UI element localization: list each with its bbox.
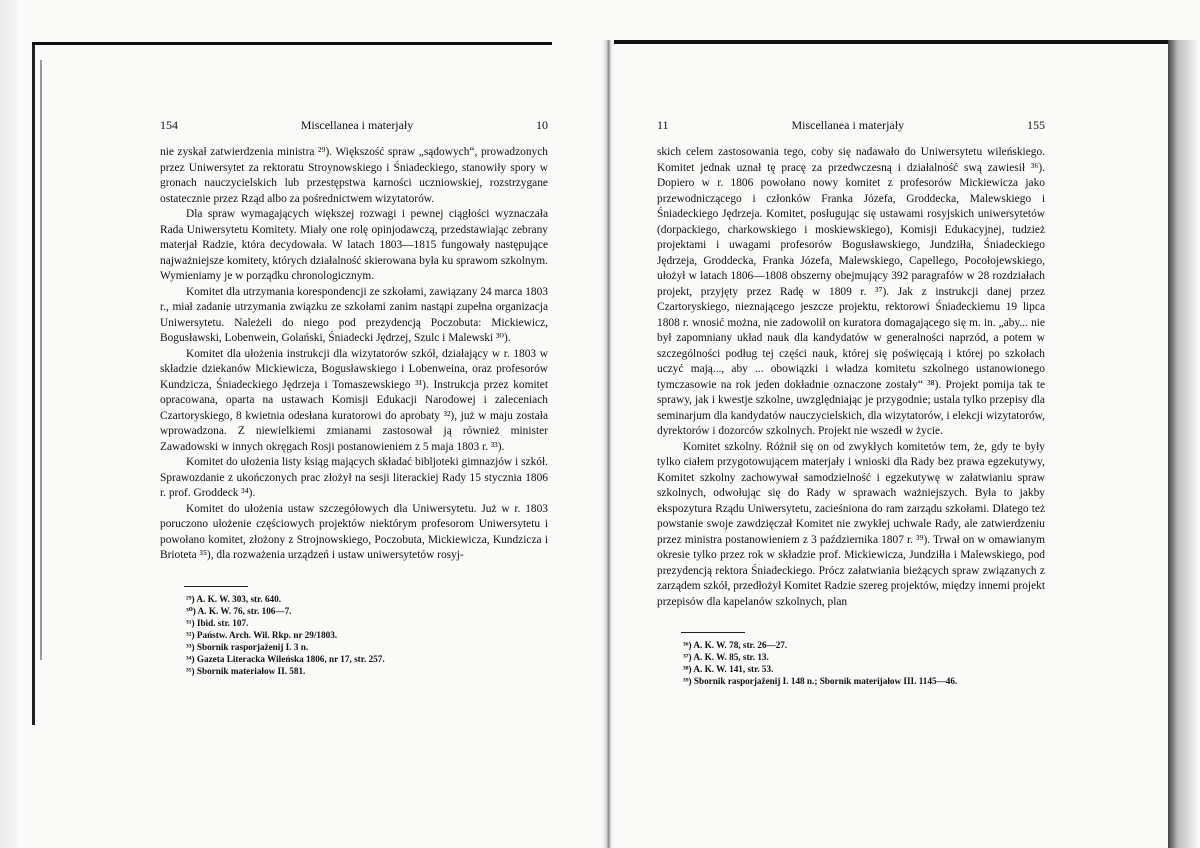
left-page [160,118,548,677]
right-scan-edge [1168,40,1200,848]
left-page-binding-shadow [32,45,35,725]
left-paragraph-4: Komitet dla ułożenia instrukcji dla wizytatorów szkół, działający w r. 1803 w składzie dziekanów Mickiewicza, Bogusławskiego i Lobenweina, oraz profesorów Kundzicza, Śniadeckiego Jędrzeja i Tomaszewskiego ³¹). Instrukcja przez komitet opracowana, oparta na ustawach Komisji Edukacji Narodowej i zaleceniach Czartoryskiego, 8 kwietnia odesłana kuratorowi do aprobaty ³²), już w maju została wprowadzona. Z niewielkiemi zmianami zastosował ją również minister Zawadowski w innych okręgach Rosji postanowieniem z 5 maja 1803 r. ³³). [160,347,548,453]
right-footnote-36: ³⁶) A. K. W. 78, str. 26—27. [683,640,788,650]
right-footnote-37: ³⁷) A. K. W. 85, str. 13. [683,652,769,662]
left-page-header [160,118,548,136]
left-page-top-edge [32,42,552,45]
left-chapter-number: 10 [536,118,548,132]
right-paragraph-1: skich celem zastosowania tego, coby się nadawało do Uniwersytetu wileńskiego. Komitet jednak uznał tę pracę za przedwczesną i działalność swą zawiesił ³⁶). Dopiero w r. 1806 powołano nowy komitet z profesorów Mickiewicza jako przewodniczącego i członków Franka Józefa, Groddecka, Malewskiego i Śniadeckiego Jędrzeja. Komitet, posługując się ustawami rosyjskich uniwersytetów (dorpackiego, charkowskiego i moskiewskiego), Komisji Edukacyjnej, tudzież projektami i uwagami profesorów Bogusławskiego, Jundziłła, Śniadeckiego Jędrzeja, Groddecka, Franka Józefa, Malewskiego, Capellego, Pocołojewskiego, ułożył w latach 1806—1808 obszerny obejmujący 392 paragrafów w 28 rozdziałach projekt, przyjęty przez Radę w 1809 r. ³⁷). Jak z instrukcji danej przez Czartoryskiego, nieznającego jeszcze projektu, rektorowi Śniadeckiemu 19 lipca 1808 r. wnosić można, nie zadowolił on kuratora domagającego się m. in. „aby... nie był zapomniany układ nauk dla kandydatów w generalności naprzód, a potem w szczególności podług tej części nauk, której się poświęcają i której po szkołach uczyć mają..., aby ... obowiązki i władza komitetu szkolnego ustanowionego tymczasowie na rok jeden dokładnie oznaczone zostały“ ³⁸). Projekt pomija tak te sprawy, jak i kwestje szkolne, uwzględniając je przygodnie; ustala tylko przepisy dla seminarjum dla kandydatów nauczycielskich, dla wizytatorów, i elekcji wizytatorów, dyrektorów i dozorców szkolnych. Projekt nie wszedł w życie. [657,146,1045,437]
right-running-title: Miscellanea i materjały [791,118,905,132]
right-paragraph-2: Komitet szkolny. Różnił się on od zwykłych komitetów tem, że, gdy te były tylko ciałem przygotowującem materjały i wnioski dla Rady bez prawa egzekutywy, Komitet szkolny zachowywał samodzielność i egzekutywę w załatwianiu spraw szkolnych, odwołując się do Rady w sprawach ważniejszych. Była to jakby ekspozytura Rządu Uniwersytetu, zacieśniona do ram zarządu szkołami. Dlatego też powstanie swoje zawdzięczał Komitet nie zwykłej uchwale Rady, ale zatwierdzeniu przez ministra postanowieniem z 3 października 1807 r. ³⁹). Trwał on w omawianym okresie tylko przez rok w składzie prof. Mickiewicza, Jundziłła i Malewskiego, pod prezydencją rektora Śniadeckiego. Prócz załatwiania bieżących spraw związanych z zarządem szkół, przedłożył Komitet Radzie szereg projektów, między innemi projekt przepisów dla kapelanów szkolnych, plan [657,440,1045,608]
right-page-top-edge [612,40,1172,44]
right-page-header [657,118,1045,136]
left-paragraph-3: Komitet dla utrzymania korespondencji ze szkołami, zawiązany 24 marca 1803 r., miał zadanie utrzymania związku ze szkołami zanim nastąpi zupełna organizacja Uniwersytetu. Należeli do niego pod prezydencją Poczobuta: Mickiewicz, Bogusławski, Lobenwein, Golański, Śniadecki Jędrzej, Szulc i Malewski ³⁰). [160,285,548,344]
left-footnote-34: ³⁴) Gazeta Literacka Wileńska 1806, nr 17, str. 257. [186,653,385,664]
right-chapter-number: 11 [657,118,669,132]
book-gutter [602,40,614,848]
right-footnote-rule [681,632,745,633]
left-footnote-33: ³³) Sbornik rasporjaženij I. 3 n. [186,641,309,652]
left-footnote-31: ³¹) Ibid. str. 107. [186,617,249,628]
right-page-number: 155 [1027,118,1045,132]
left-paragraph-2: Dla spraw wymagających większej rozwagi i pewnej ciągłości wyznaczała Rada Uniwersytetu Komitety. Miały one rolę opinjodawczą, przedstawiając zebrany materjał Radzie, która decydowała. W latach 1803—1815 fungowały następujące najważniejsze komitety, których działalność skierowana była ku sprawom szkolnym. Wymieniamy je w porządku chronologicznym. [160,208,548,282]
left-footnote-30: ³⁰) A. K. W. 76, str. 106—7. [186,605,292,616]
left-paragraph-6: Komitet do ułożenia ustaw szczegółowych dla Uniwersytetu. Już w r. 1803 poruczono ułożenie częściowych projektów niektórym profesorom Uniwersytetu i powołano komitet, złożony z Strojnowskiego, Poczobuta, Mickiewicza, Kundzicza i Brioteta ³⁵), dla rozważenia urządzeń i ustaw uniwersytetów rosyj- [160,502,548,561]
left-page-binding-shadow-inner [40,60,42,660]
right-footnote-39: ³⁹) Sbornik rasporjaženij I. 148 n.; Sbornik materijałow III. 1145—46. [683,676,958,686]
left-paragraph-5: Komitet do ułożenia listy ksiąg mających składać bibljoteki gimnazjów i szkół. Sprawozdanie z ukończonych prac złożył na sesji literackiej Rady 15 stycznia 1806 r. prof. Groddeck ³⁴). [160,456,548,499]
right-footnote-38: ³⁸) A. K. W. 141, str. 53. [683,664,774,674]
left-footnote-29: ²⁹) A. K. W. 303, str. 640. [186,593,282,604]
left-footnote-rule [184,586,248,587]
left-scan-edge [0,0,18,848]
left-footnote-32: ³²) Państw. Arch. Wil. Rkp. nr 29/1803. [186,629,338,640]
left-running-title: Miscellanea i materjały [300,118,414,132]
left-paragraph-1: nie zyskał zatwierdzenia ministra ²⁹). Większość spraw „sądowych“, prowadzonych przez Uniwersytet za rektoratu Stroynowskiego i Śniadeckiego, stanowiły spory w gronach nauczycielskich lub przestępstwa karności uczniowskiej, rozstrzygane ostatecznie przez Rząd albo za pośrednictwem wizytatorów. [160,146,548,205]
right-page [657,118,1045,687]
left-footnote-35: ³⁵) Sbornik materiałow II. 581. [186,665,306,676]
left-page-number: 154 [160,118,178,132]
